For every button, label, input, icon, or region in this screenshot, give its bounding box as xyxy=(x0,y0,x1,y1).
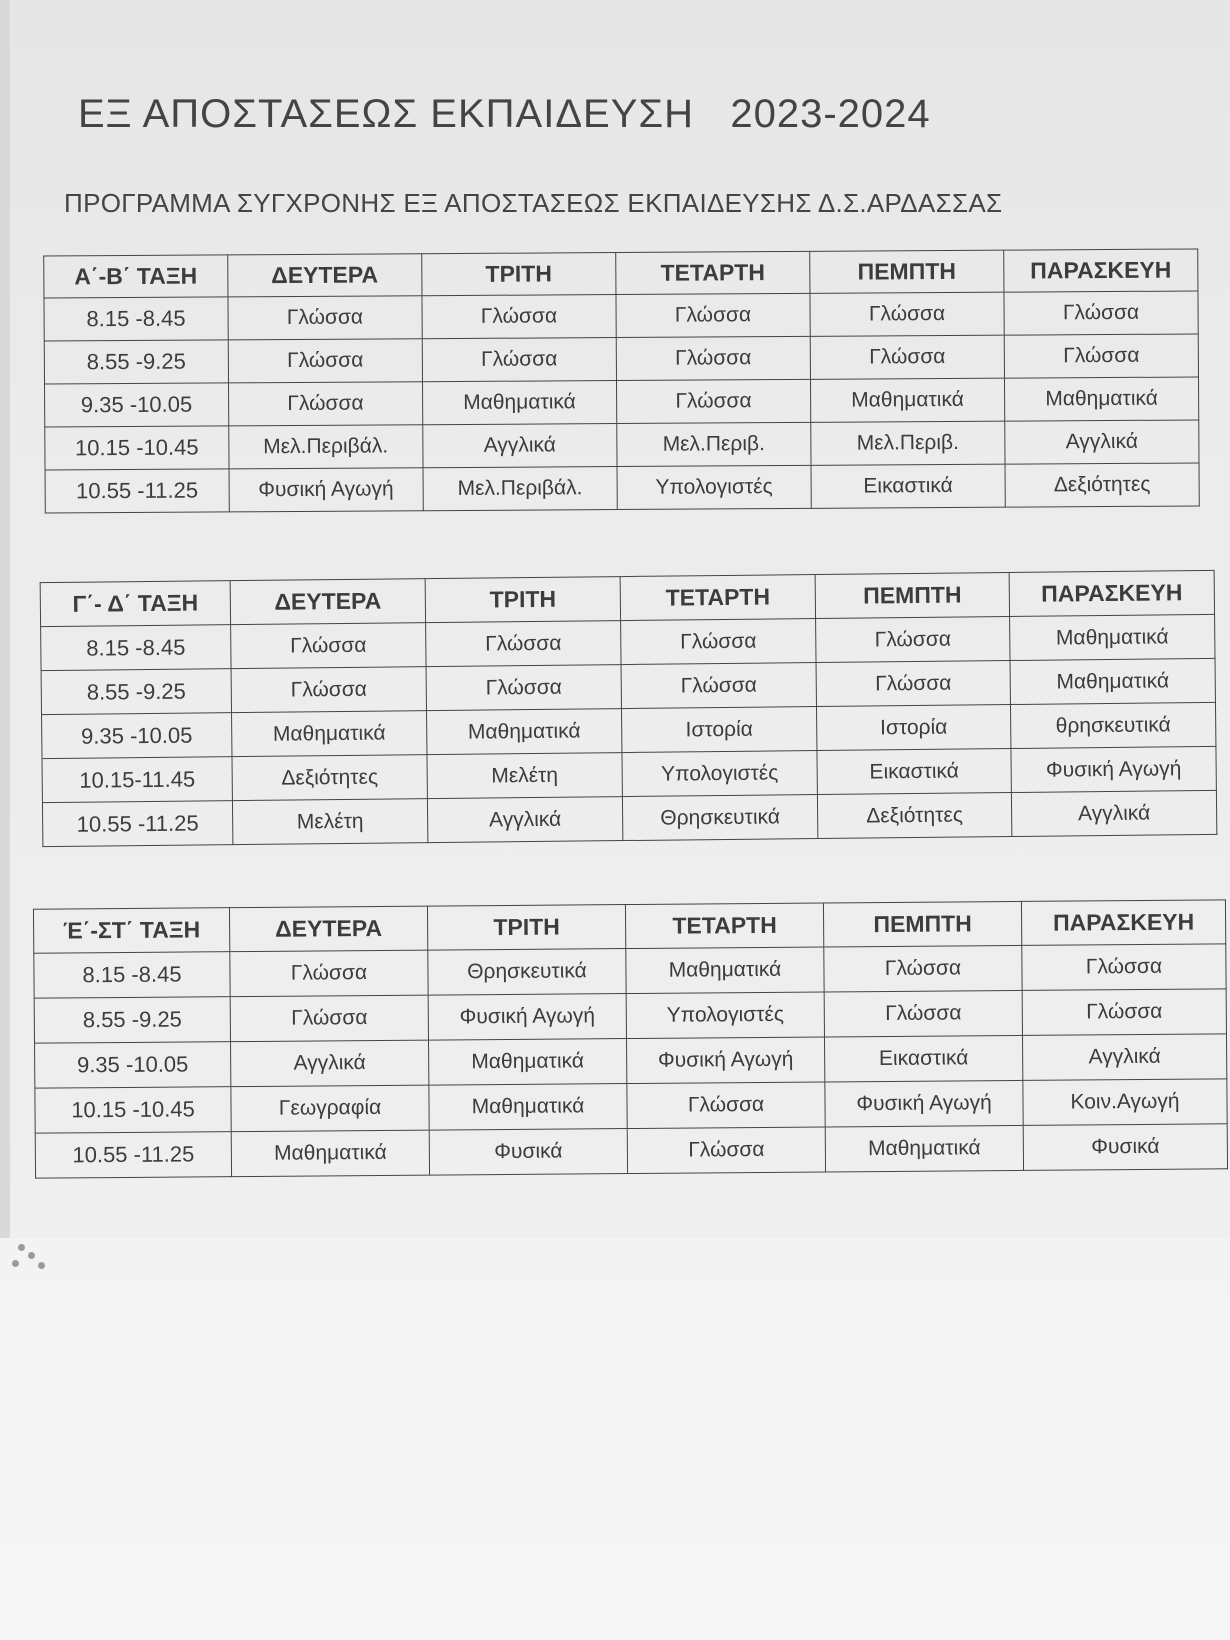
lesson-cell: Υπολογιστές xyxy=(622,751,817,797)
lesson-cell: Γλώσσα xyxy=(422,295,616,339)
day-header-wednesday: ΤΕΤΑΡΤΗ xyxy=(625,903,823,949)
lesson-cell: Γλώσσα xyxy=(1022,989,1226,1036)
table-row xyxy=(45,463,1199,513)
day-header-monday: ΔΕΥΤΕΡΑ xyxy=(230,579,425,625)
lesson-cell: Αγγλικά xyxy=(231,1040,429,1087)
day-header-friday: ΠΑΡΑΣΚΕΥΗ xyxy=(1004,249,1198,292)
lesson-cell: Μελέτη xyxy=(427,753,622,799)
time-slot: 10.55 -11.25 xyxy=(45,469,229,513)
lesson-cell: Γλώσσα xyxy=(426,621,621,667)
time-slot: 8.55 -9.25 xyxy=(41,669,231,715)
time-slot: 9.35 -10.05 xyxy=(45,383,229,427)
lesson-cell: Γλώσσα xyxy=(810,335,1004,379)
day-header-friday: ΠΑΡΑΣΚΕΥΗ xyxy=(1021,900,1225,946)
lesson-cell: Αγγλικά xyxy=(1022,1034,1226,1081)
time-slot: 8.15 -8.45 xyxy=(34,952,230,999)
lesson-cell: Γλώσσα xyxy=(230,995,428,1042)
lesson-cell: Μελ.Περιβάλ. xyxy=(229,425,423,469)
day-header-tuesday: ΤΡΙΤΗ xyxy=(425,577,620,623)
page-subtitle: ΠΡΟΓΡΑΜΜΑ ΣΥΓΧΡΟΝΗΣ ΕΞ ΑΠΟΣΤΑΣΕΩΣ ΕΚΠΑΙΔΕΥΣΗΣ Δ.Σ.ΑΡΔΑΣΣΑΣ xyxy=(64,188,1003,218)
lesson-cell: Φυσική Αγωγή xyxy=(229,468,423,512)
lesson-cell: Φυσικά xyxy=(429,1129,627,1176)
lesson-cell: Μελ.Περιβ. xyxy=(811,421,1005,465)
lesson-cell: Κοιν.Αγωγή xyxy=(1023,1079,1227,1126)
lesson-cell: Δεξιότητες xyxy=(817,792,1011,838)
table-row xyxy=(35,1124,1227,1178)
lesson-cell: Μαθηματικά xyxy=(1010,658,1215,704)
day-header-tuesday: ΤΡΙΤΗ xyxy=(422,253,616,296)
lesson-cell: Ιστορία xyxy=(816,704,1010,750)
lesson-cell: Γλώσσα xyxy=(616,336,810,380)
lesson-cell: Γλώσσα xyxy=(228,296,422,340)
lesson-cell: Γλώσσα xyxy=(627,1127,825,1174)
lesson-cell: Μαθηματικά xyxy=(232,711,427,757)
lesson-cell: Γλώσσα xyxy=(1004,334,1198,378)
lesson-cell: Εικαστικά xyxy=(824,1035,1022,1082)
lesson-cell: Μαθηματικά xyxy=(429,1039,627,1086)
schedule-table-a-b xyxy=(43,248,1200,513)
lesson-cell: Γλώσσα xyxy=(228,339,422,383)
table-header-row xyxy=(44,249,1198,298)
punch-hole-mark xyxy=(18,1244,25,1251)
time-slot: 10.55 -11.25 xyxy=(35,1132,231,1179)
lesson-cell: Φυσικά xyxy=(1023,1124,1227,1171)
time-slot: 8.15 -8.45 xyxy=(44,297,228,341)
lesson-cell: Γλώσσα xyxy=(616,293,810,337)
table-row xyxy=(44,334,1198,384)
page-title: ΕΞ ΑΠΟΣΤΑΣΕΩΣ ΕΚΠΑΙΔΕΥΣΗ 2023-2024 xyxy=(78,92,931,136)
punch-hole-mark xyxy=(38,1262,45,1269)
time-slot: 10.55 -11.25 xyxy=(42,801,232,847)
lesson-cell: Υπολογιστές xyxy=(626,992,824,1039)
lesson-cell: Γλώσσα xyxy=(621,619,816,665)
lesson-cell: Γεωγραφία xyxy=(231,1085,429,1132)
day-header-monday: ΔΕΥΤΕΡΑ xyxy=(229,906,427,952)
schedule-table-e-st xyxy=(33,899,1228,1178)
lesson-cell: Γλώσσα xyxy=(1022,944,1226,991)
lesson-cell: θρησκευτικά xyxy=(1010,702,1215,748)
lesson-cell: Φυσική Αγωγή xyxy=(1011,746,1216,792)
day-header-wednesday: ΤΕΤΑΡΤΗ xyxy=(616,251,810,294)
time-slot: 8.55 -9.25 xyxy=(34,997,230,1044)
lesson-cell: Θρησκευτικά xyxy=(622,795,817,841)
lesson-cell: Μαθηματικά xyxy=(231,1130,429,1177)
time-slot: 8.55 -9.25 xyxy=(44,340,228,384)
lesson-cell: Γλώσσα xyxy=(621,663,816,709)
lesson-cell: Γλώσσα xyxy=(426,665,621,711)
lesson-cell: Φυσική Αγωγή xyxy=(825,1080,1023,1127)
lesson-cell: Μελ.Περιβάλ. xyxy=(423,467,617,511)
lesson-cell: Αγγλικά xyxy=(1011,790,1216,836)
lesson-cell: Μελ.Περιβ. xyxy=(617,422,811,466)
lesson-cell: Γλώσσα xyxy=(816,617,1010,663)
lesson-cell: Μαθηματικά xyxy=(626,947,824,994)
lesson-cell: Γλώσσα xyxy=(228,382,422,426)
day-header-thursday: ΠΕΜΠΤΗ xyxy=(815,573,1009,619)
lesson-cell: Γλώσσα xyxy=(230,950,428,997)
schedule-table-c-d xyxy=(40,570,1218,847)
time-slot: 9.35 -10.05 xyxy=(35,1042,231,1089)
lesson-cell: Γλώσσα xyxy=(627,1082,825,1129)
lesson-cell: Γλώσσα xyxy=(824,990,1022,1037)
lesson-cell: Υπολογιστές xyxy=(617,465,811,509)
lesson-cell: Αγγλικά xyxy=(423,424,617,468)
lesson-cell: Εικαστικά xyxy=(811,464,1005,508)
day-header-monday: ΔΕΥΤΕΡΑ xyxy=(228,254,422,297)
lesson-cell: Δεξιότητες xyxy=(232,755,427,801)
lesson-cell: Φυσική Αγωγή xyxy=(626,1037,824,1084)
punch-hole-mark xyxy=(12,1260,19,1267)
day-header-friday: ΠΑΡΑΣΚΕΥΗ xyxy=(1009,570,1214,616)
underlying-sheet xyxy=(0,1238,1230,1640)
lesson-cell: Γλώσσα xyxy=(810,292,1004,336)
lesson-cell: Μαθηματικά xyxy=(429,1084,627,1131)
time-slot: 8.15 -8.45 xyxy=(41,625,231,671)
day-header-thursday: ΠΕΜΠΤΗ xyxy=(823,901,1021,947)
lesson-cell: Γλώσσα xyxy=(816,661,1010,707)
lesson-cell: Μαθηματικά xyxy=(825,1125,1023,1172)
class-header: Γ΄- Δ΄ ΤΑΞΗ xyxy=(40,581,230,627)
table-row xyxy=(44,291,1198,341)
lesson-cell: Γλώσσα xyxy=(1004,291,1198,335)
lesson-cell: Ιστορία xyxy=(622,707,817,753)
lesson-cell: Γλώσσα xyxy=(616,379,810,423)
lesson-cell: Μελέτη xyxy=(232,799,427,845)
lesson-cell: Μαθηματικά xyxy=(422,381,616,425)
lesson-cell: Εικαστικά xyxy=(817,748,1011,794)
lesson-cell: Φυσική Αγωγή xyxy=(428,994,626,1041)
lesson-cell: Γλώσσα xyxy=(824,945,1022,992)
lesson-cell: Γλώσσα xyxy=(231,667,426,713)
lesson-cell: Γλώσσα xyxy=(422,338,616,382)
lesson-cell: Αγγλικά xyxy=(427,797,622,843)
table-row xyxy=(45,377,1199,427)
class-header: Α΄-Β΄ ΤΑΞΗ xyxy=(44,255,228,298)
lesson-cell: Θρησκευτικά xyxy=(428,949,626,996)
lesson-cell: Δεξιότητες xyxy=(1005,463,1199,507)
lesson-cell: Μαθηματικά xyxy=(1010,614,1215,660)
lesson-cell: Μαθηματικά xyxy=(427,709,622,755)
day-header-tuesday: ΤΡΙΤΗ xyxy=(427,905,625,951)
time-slot: 10.15 -10.45 xyxy=(35,1087,231,1134)
table-row xyxy=(45,420,1199,470)
class-header: Έ΄-ΣΤ΄ ΤΑΞΗ xyxy=(33,908,229,954)
lesson-cell: Μαθηματικά xyxy=(810,378,1004,422)
punch-hole-mark xyxy=(28,1252,35,1259)
lesson-cell: Μαθηματικά xyxy=(1004,377,1198,421)
lesson-cell: Γλώσσα xyxy=(231,623,426,669)
lesson-cell: Αγγλικά xyxy=(1005,420,1199,464)
time-slot: 10.15 -10.45 xyxy=(45,426,229,470)
time-slot: 9.35 -10.05 xyxy=(42,713,232,759)
day-header-thursday: ΠΕΜΠΤΗ xyxy=(810,250,1004,293)
time-slot: 10.15-11.45 xyxy=(42,757,232,803)
day-header-wednesday: ΤΕΤΑΡΤΗ xyxy=(620,575,815,621)
